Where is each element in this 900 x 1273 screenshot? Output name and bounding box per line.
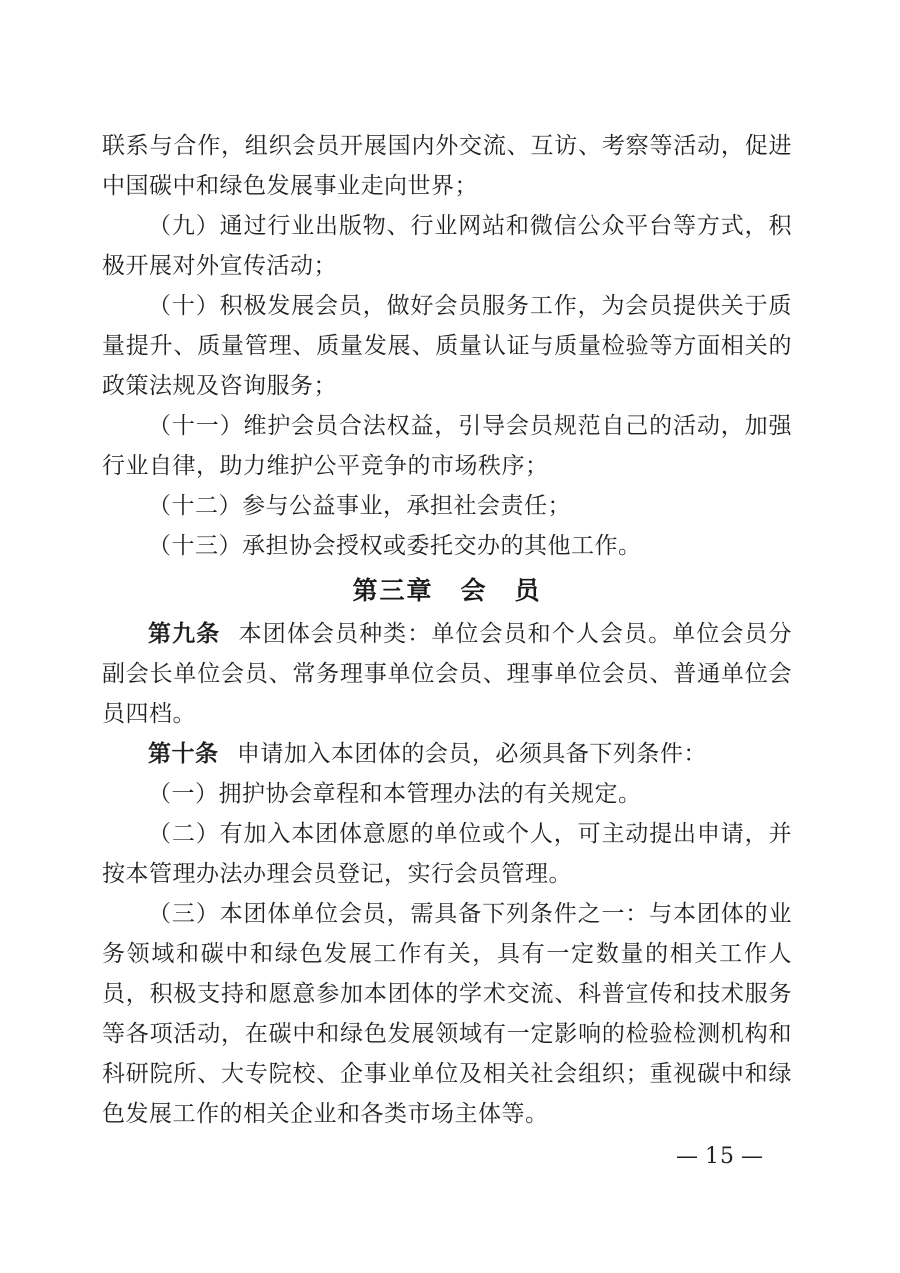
condition-1: （一）拥护协会章程和本管理办法的有关规定。 — [148, 781, 642, 807]
footer-left-dash: — — [676, 1144, 699, 1169]
article-9: 第九条 本团体会员种类：单位会员和个人会员。单位会员分副会长单位会员、常务理事单位会员、理事单位会员、普通单位会员四档。 — [102, 621, 793, 727]
clause-9: （九）通过行业出版物、行业网站和微信公众平台等方式，积极开展对外宣传活动； — [102, 213, 792, 279]
page-footer — [670, 1142, 770, 1172]
clause-11: （十一）维护会员合法权益，引导会员规范自己的活动，加强行业自律，助力维护公平竞争的市场秩序； — [102, 413, 792, 479]
article-10: 第十条 申请加入本团体的会员，必须具备下列条件： — [148, 741, 707, 767]
page-number: 15 — [705, 1144, 735, 1169]
paragraph-continuation: 联系与合作，组织会员开展国内外交流、互访、考察等活动，促进中国碳中和绿色发展事业走向世界； — [102, 133, 792, 199]
clause-10: （十）积极发展会员，做好会员服务工作，为会员提供关于质量提升、质量管理、质量发展、质量认证与质量检验等方面相关的政策法规及咨询服务； — [102, 293, 792, 399]
article-number-label: 第十条 — [148, 741, 219, 767]
clause-12: （十二）参与公益事业，承担社会责任； — [148, 493, 571, 519]
chapter-heading: 第三章 会 员 — [352, 576, 542, 605]
clause-13: （十三）承担协会授权或委托交办的其他工作。 — [148, 533, 642, 559]
condition-3: （三）本团体单位会员，需具备下列条件之一：与本团体的业务领域和碳中和绿色发展工作有关，具有一定数量的相关工作人员，积极支持和愿意参加本团体的学术交流、科普宣传和技术服务等各项活动，在碳中和绿色发展领域有一定影响的检验检测机构和科研院所、大专院校、企事业单位及相关社会组织；重视碳中和绿色发展工作的相关企业和各类市场主体等。 — [102, 901, 792, 1127]
body-text-top — [102, 126, 792, 566]
document-body — [102, 126, 792, 1134]
condition-2: （二）有加入本团体意愿的单位或个人，可主动提出申请，并按本管理办法办理会员登记，实行会员管理。 — [102, 821, 792, 887]
body-text-bottom — [102, 614, 792, 1134]
article-number-label: 第九条 — [148, 621, 221, 647]
footer-right-dash: — — [741, 1144, 764, 1169]
